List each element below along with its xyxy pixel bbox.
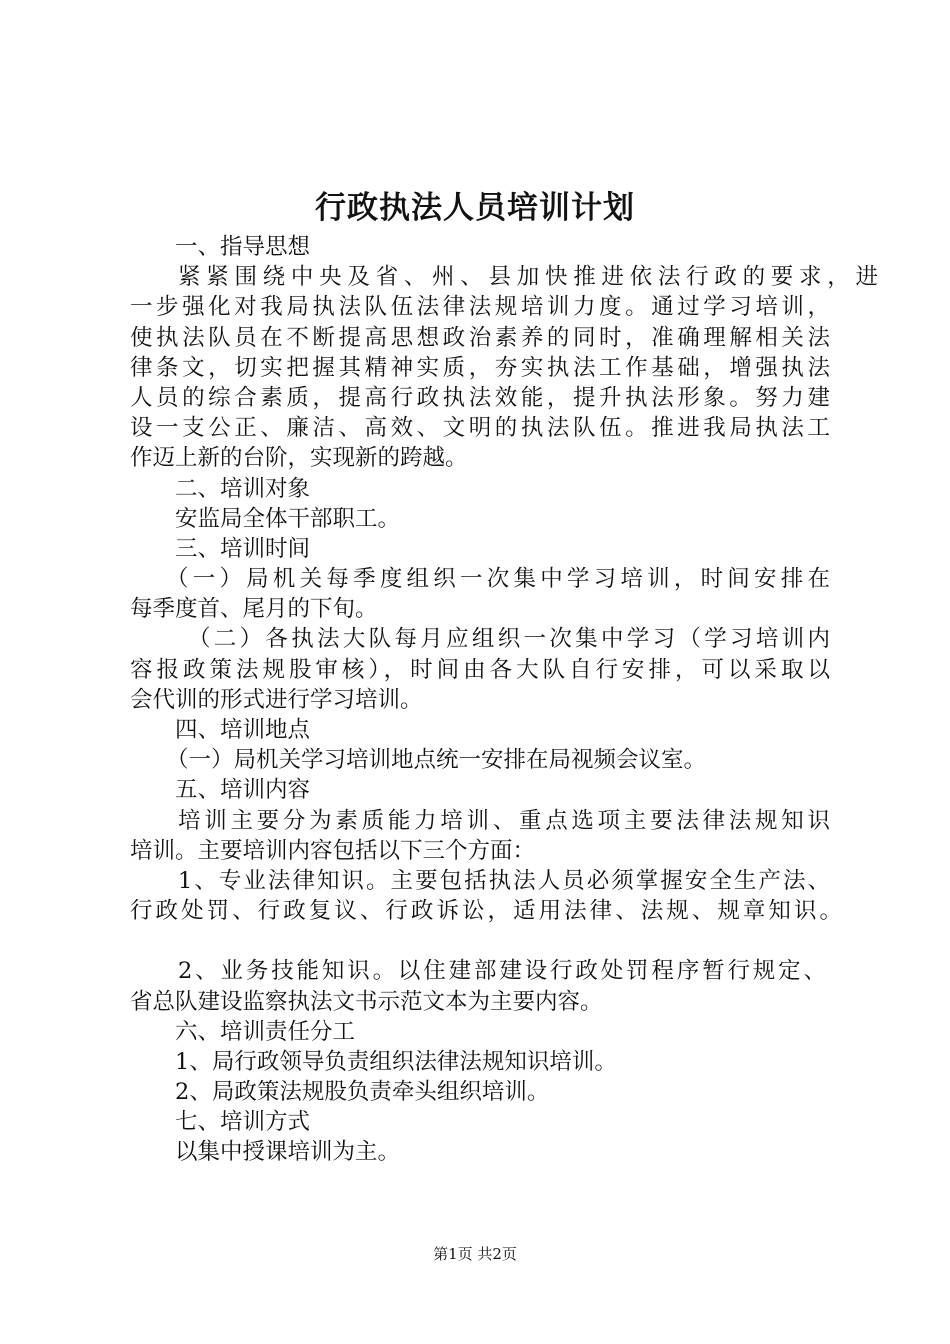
paragraph-line: 2、业务技能知识。以住建部建设行政处罚程序暂行规定、	[178, 958, 826, 985]
paragraph-line: 省总队建设监察执法文书示范文本为主要内容。	[130, 988, 603, 1015]
paragraph-line: （一）局机关学习培训地点统一安排在局视频会议室。	[166, 747, 707, 774]
paragraph-line: 1、局行政领导负责组织法律法规知识培训。	[175, 1048, 617, 1075]
paragraph-line: 安监局全体干部职工。	[175, 505, 401, 532]
paragraph-line: 作迈上新的台阶，实现新的跨越。	[130, 445, 468, 472]
section-heading-training-targets: 二、培训对象	[175, 475, 311, 502]
paragraph-line: 行政处罚、行政复议、行政诉讼，适用法律、法规、规章知识。	[130, 898, 842, 925]
section-heading-training-content: 五、培训内容	[175, 777, 311, 804]
section-heading-training-method: 七、培训方式	[175, 1109, 311, 1136]
document-title: 行政执法人员培训计划	[315, 190, 635, 226]
paragraph-line: 1、专业法律知识。主要包括执法人员必须掌握安全生产法、	[178, 867, 830, 894]
paragraph-line: 设一支公正、廉洁、高效、文明的执法队伍。推进我局执法工	[130, 415, 830, 442]
paragraph-line: 容报政策法规股审核），时间由各大队自行安排，可以采取以	[130, 656, 830, 683]
paragraph-line: 人员的综合素质，提高行政执法效能，提升执法形象。努力建	[130, 384, 830, 411]
section-heading-guiding-ideology: 一、指导思想	[175, 234, 311, 260]
paragraph-line: 培训。主要培训内容包括以下三个方面：	[130, 837, 536, 864]
paragraph-line: （二）各执法大队每月应组织一次集中学习（学习培训内	[188, 626, 830, 653]
blank-line	[130, 926, 845, 956]
paragraph-line: 一步强化对我局执法队伍法律法规培训力度。通过学习培训，	[130, 294, 830, 321]
paragraph-line: 以集中授课培训为主。	[175, 1139, 401, 1166]
paragraph-line: 每季度首、尾月的下旬。	[130, 596, 378, 623]
section-heading-training-location: 四、培训地点	[175, 717, 311, 743]
paragraph-line: 2、局政策法规股负责牵头组织培训。	[175, 1079, 550, 1106]
paragraph-line: 律条文，切实把握其精神实质，夯实执法工作基础，增强执法	[130, 354, 830, 381]
paragraph-line: 紧紧围绕中央及省、州、县加快推进依法行政的要求，进	[178, 264, 878, 291]
paragraph-line: （一）局机关每季度组织一次集中学习培训，时间安排在	[166, 566, 830, 593]
paragraph-line: 培训主要分为素质能力培训、重点选项主要法律法规知识	[178, 807, 830, 834]
paragraph-line: 使执法队员在不断提高思想政治素养的同时，准确理解相关法	[130, 324, 830, 351]
section-heading-training-time: 三、培训时间	[175, 535, 311, 562]
section-heading-responsibility: 六、培训责任分工	[175, 1018, 356, 1045]
document-body	[130, 232, 878, 1168]
page-footer: 第1页 共2页	[433, 1245, 517, 1263]
paragraph-line: 会代训的形式进行学习培训。	[130, 686, 423, 713]
